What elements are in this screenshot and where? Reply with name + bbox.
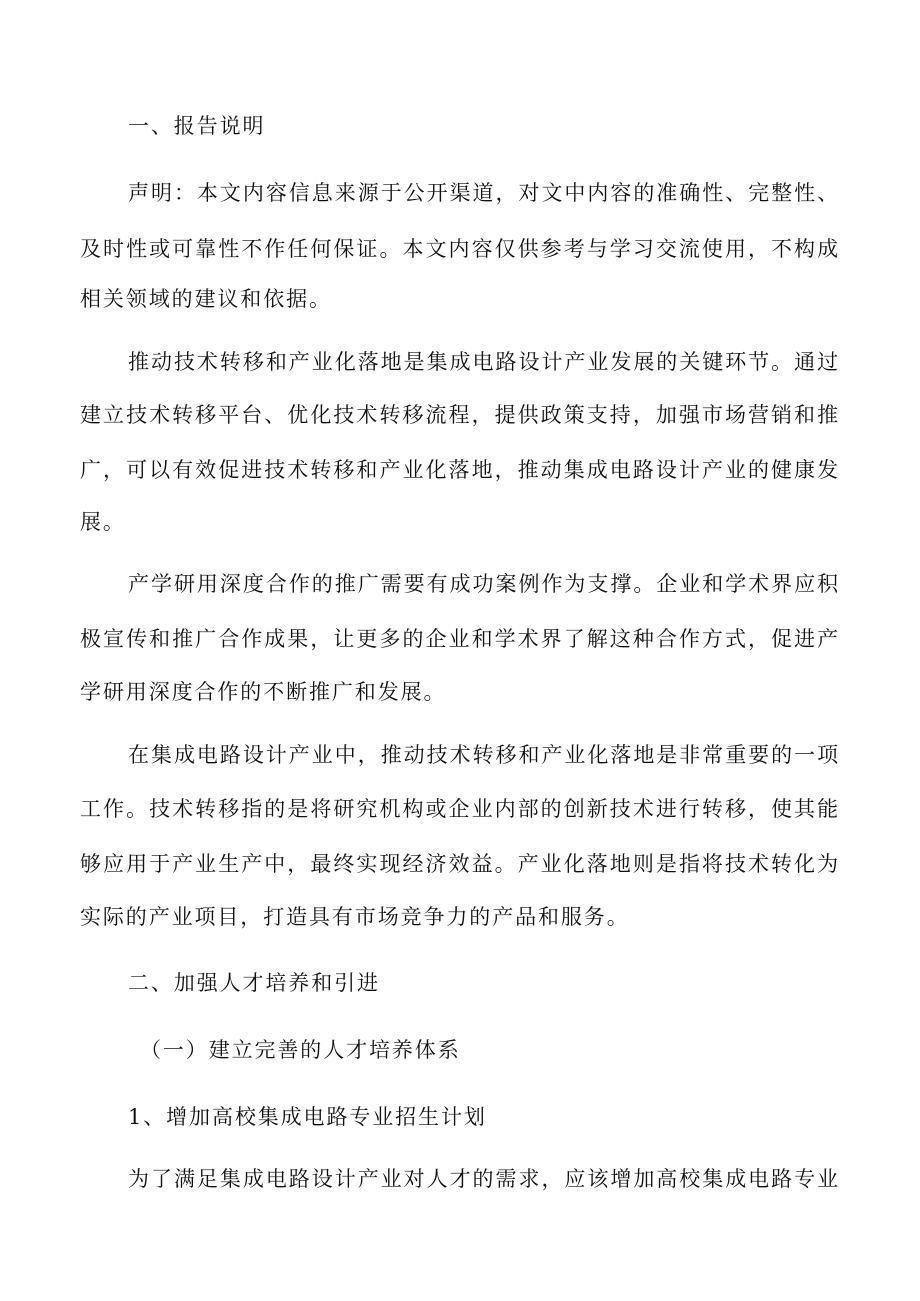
paragraph1-line-3: 广，可以有效促进技术转移和产业化落地，推动集成电路设计产业的健康发: [80, 458, 840, 482]
section2-heading: 二、加强人才培养和引进: [128, 971, 380, 995]
disclaimer-line-2: 及时性或可靠性不作任何保证。本文内容仅供参考与学习交流使用，不构成: [80, 237, 840, 261]
item1-title: 1、增加高校集成电路专业招生计划: [128, 1105, 487, 1129]
section1-heading: 一、报告说明: [128, 114, 266, 138]
paragraph3-line-1: 在集成电路设计产业中，推动技术转移和产业化落地是非常重要的一项: [128, 743, 840, 767]
paragraph2-line-2: 极宣传和推广合作成果，让更多的企业和学术界了解这种合作方式，促进产: [80, 627, 840, 651]
paragraph1-line-1: 推动技术转移和产业化落地是集成电路设计产业发展的关键环节。通过: [128, 350, 840, 374]
paragraph3-line-2: 工作。技术转移指的是将研究机构或企业内部的创新技术进行转移，使其能: [80, 797, 840, 821]
paragraph3-line-4: 实际的产业项目，打造具有市场竞争力的产品和服务。: [80, 905, 630, 929]
paragraph2-line-1: 产学研用深度合作的推广需要有成功案例作为支撑。企业和学术界应积: [128, 572, 840, 596]
section2-subheading: （一）建立完善的人才培养体系: [140, 1038, 461, 1062]
disclaimer-line-1: 声明：本文内容信息来源于公开渠道，对文中内容的准确性、完整性、: [128, 181, 840, 205]
disclaimer-line-3: 相关领域的建议和依据。: [80, 287, 332, 311]
paragraph2-line-3: 学研用深度合作的不断推广和发展。: [80, 680, 447, 704]
paragraph1-line-2: 建立技术转移平台、优化技术转移流程，提供政策支持，加强市场营销和推: [80, 403, 840, 427]
paragraph1-line-4: 展。: [80, 510, 126, 534]
paragraph3-line-3: 够应用于产业生产中，最终实现经济效益。产业化落地则是指将技术转化为: [80, 852, 840, 876]
item1-line-1: 为了满足集成电路设计产业对人才的需求，应该增加高校集成电路专业: [128, 1167, 840, 1191]
